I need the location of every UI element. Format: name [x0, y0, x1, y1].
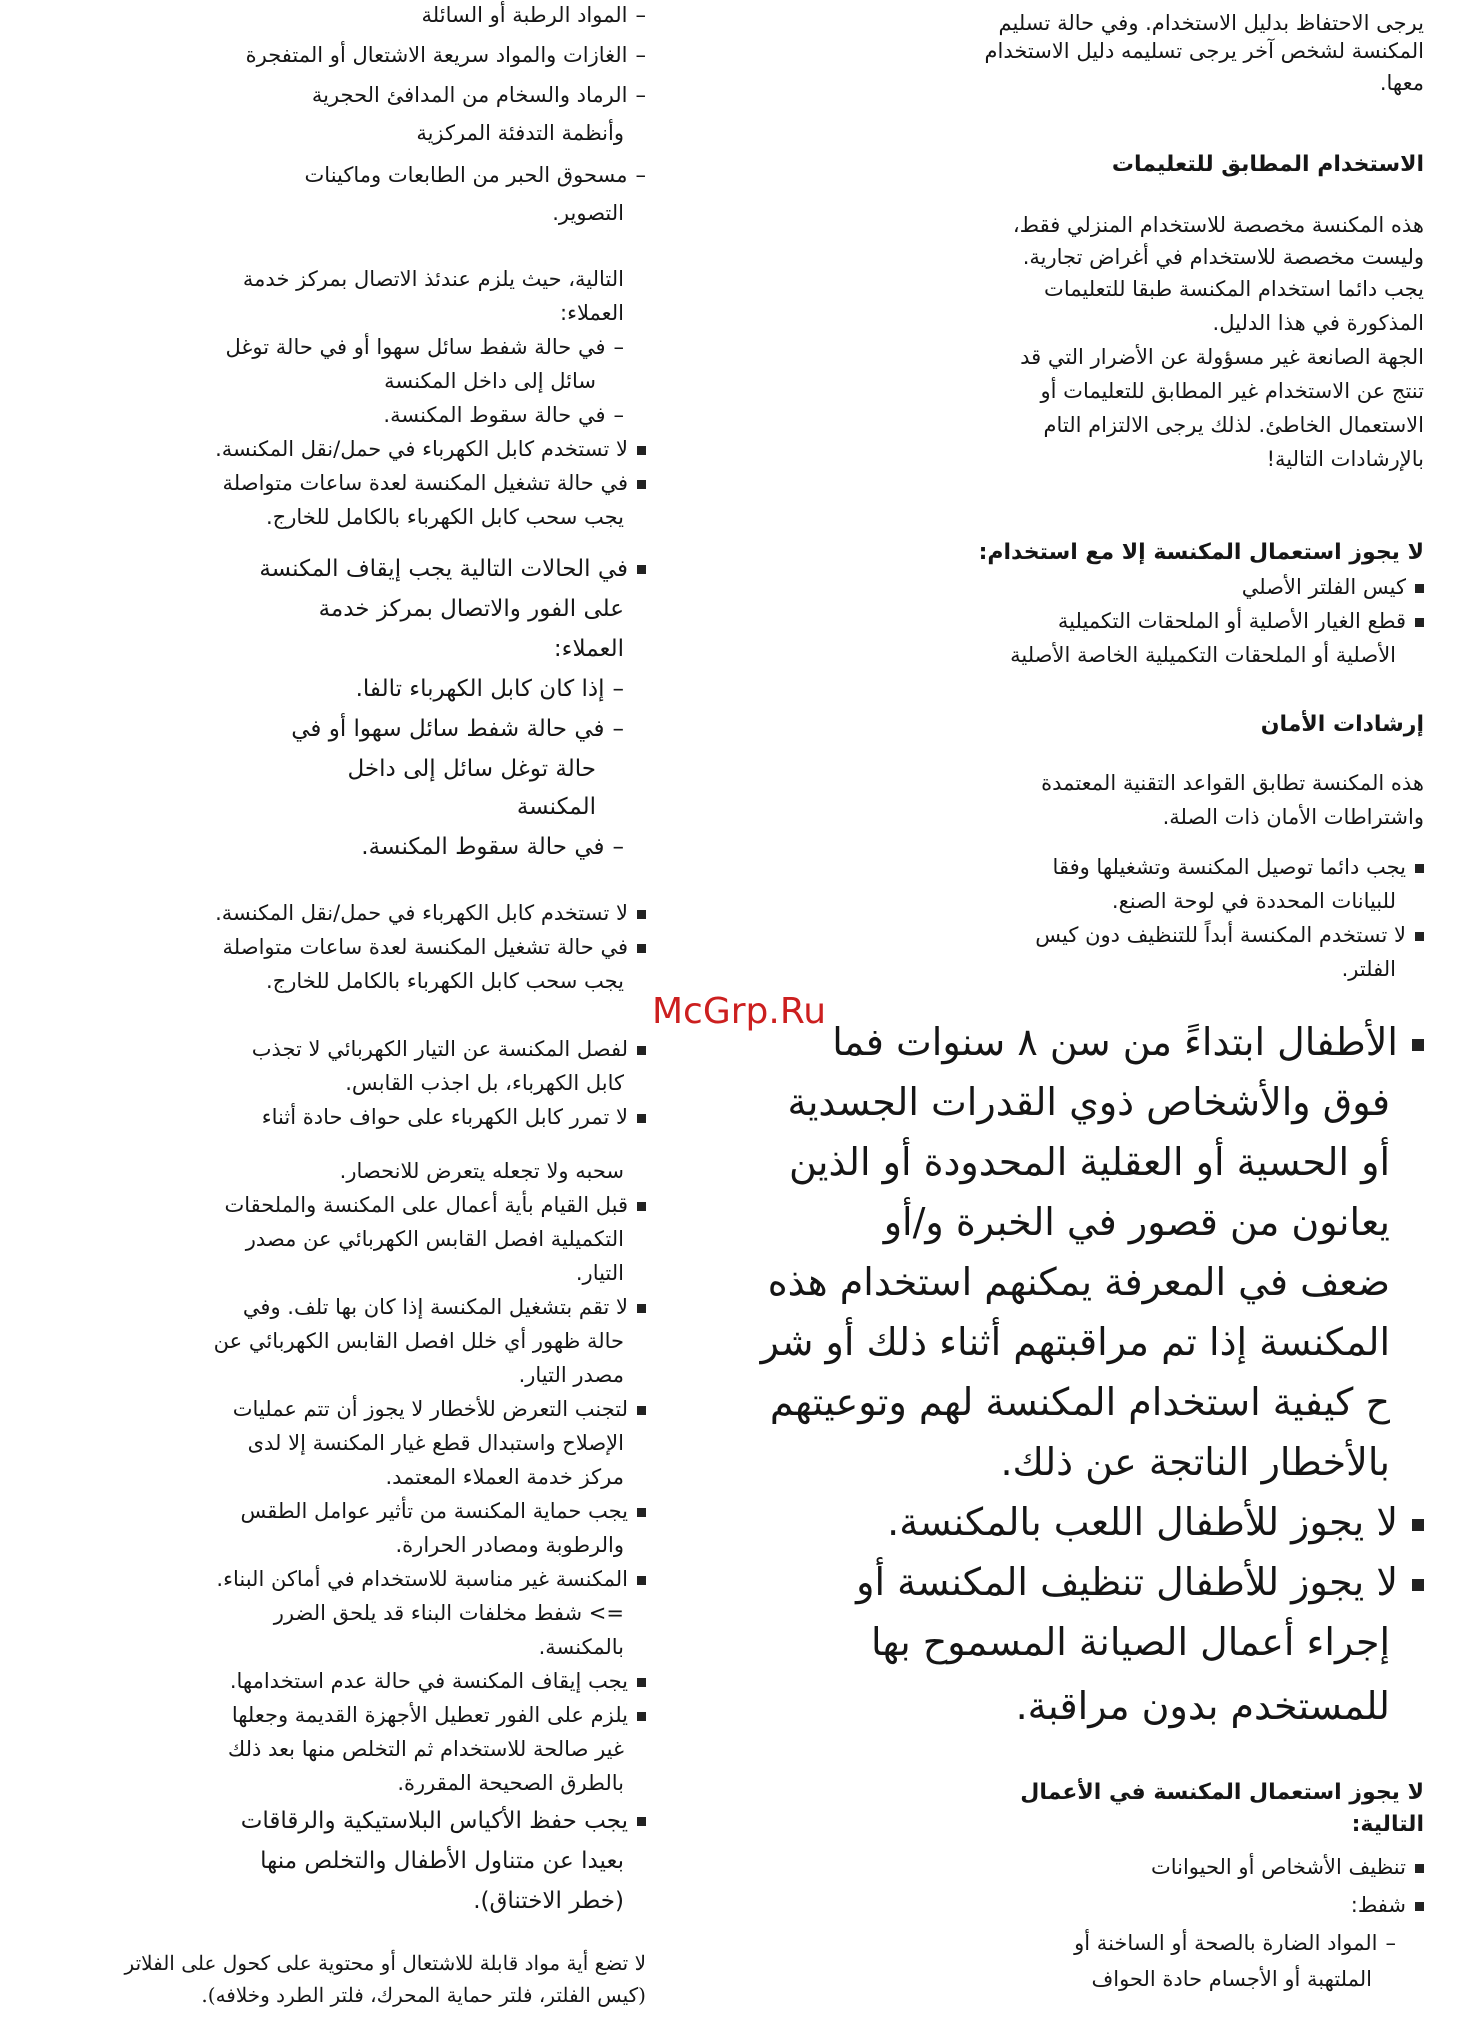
right-intro-3: معها.: [1379, 71, 1424, 95]
bullet-square-icon: [637, 1712, 646, 1721]
left-bullet-item: لا تقم بتشغيل المكنسة إذا كان بها تلف. وفي: [243, 1292, 646, 1322]
heading-not-for: لا يجوز استعمال المكنسة في الأعمال: [1020, 1780, 1424, 1805]
only-with-item: كيس الفلتر الأصلي: [1242, 572, 1424, 602]
left-dash-item: –الغازات والمواد سريعة الاشتعال أو المتفجرة: [246, 40, 646, 70]
left-bullet-item: في حالة تشغيل المكنسة لعدة ساعات متواصلة: [223, 468, 646, 498]
left-bullet-item: لا تستخدم كابل الكهرباء في حمل/نقل المكنسة.: [215, 434, 646, 464]
bullet-square-icon: [1415, 584, 1424, 593]
safety-item-cont: للبيانات المحددة في لوحة الصنع.: [1111, 889, 1396, 913]
heading-safety: إرشادات الأمان: [1260, 712, 1424, 737]
proper-use-7: الاستعمال الخاطئ. لذلك يرجى الالتزام التام: [1043, 413, 1424, 437]
children-line: الأطفال ابتداءً من سن ٨ سنوات فما: [832, 1016, 1424, 1068]
bullet-square-icon: [1412, 1579, 1424, 1591]
proper-use-5: الجهة الصانعة غير مسؤولة عن الأضرار التي قد: [1020, 345, 1424, 369]
bullet-square-icon: [1415, 864, 1424, 873]
left-bullet-item-cont: مركز خدمة العملاء المعتمد.: [385, 1465, 624, 1489]
left-bullet-item: يلزم على الفور تعطيل الأجهزة القديمة وجعلها: [232, 1700, 646, 1730]
bullet-square-icon: [637, 1114, 646, 1123]
left-bullet-item-cont: على الفور والاتصال بمركز خدمة: [318, 596, 624, 622]
bullet-square-icon: [637, 1406, 646, 1415]
heading-proper-use: الاستخدام المطابق للتعليمات: [1111, 152, 1424, 177]
left-bullet-item: قبل القيام بأية أعمال على المكنسة والملحقات: [224, 1190, 646, 1220]
proper-use-6: تنتج عن الاستخدام غير المطابق للتعليمات أو: [1040, 379, 1424, 403]
left-dash-item: –في حالة شفط سائل سهوا أو في حالة توغل: [226, 332, 624, 362]
bullet-square-icon: [1415, 1902, 1424, 1911]
safety-item: يجب دائما توصيل المكنسة وتشغيلها وفقا: [1053, 852, 1424, 882]
dash-marker: –: [613, 403, 624, 427]
proper-use-4: المذكورة في هذا الدليل.: [1212, 311, 1424, 335]
bullet-square-icon: [1415, 1864, 1424, 1873]
left-dash-item: –المواد الرطبة أو السائلة: [422, 0, 646, 30]
bullet-square-icon: [637, 1508, 646, 1517]
not-for-item: شفط:: [1351, 1890, 1424, 1920]
children-line: لا يجوز للأطفال تنظيف المكنسة أو: [856, 1556, 1424, 1608]
only-with-item-cont: الأصلية أو الملحقات التكميلية الخاصة الأصلية: [1010, 643, 1396, 667]
left-bullet-item-cont: بالطرق الصحيحة المقررة.: [397, 1771, 624, 1795]
watermark: McGrp.Ru: [652, 991, 827, 1032]
left-dash-item-cont: التصوير.: [552, 201, 624, 225]
left-dash-item-cont: المكنسة: [516, 794, 596, 820]
left-bullet-item-cont: بعيدا عن متناول الأطفال والتخلص منها: [260, 1848, 624, 1874]
left-text: العملاء:: [560, 301, 624, 325]
right-intro-1: يرجى الاحتفاظ بدليل الاستخدام. وفي حالة تسليم: [998, 11, 1424, 35]
left-bullet-item-cont: غير صالحة للاستخدام ثم التخلص منها بعد ذلك: [227, 1737, 624, 1761]
left-dash-item: –في حالة سقوط المكنسة.: [361, 834, 624, 860]
left-bullet-item: يجب إيقاف المكنسة في حالة عدم استخدامها.: [230, 1666, 646, 1696]
heading-only-with: لا يجوز استعمال المكنسة إلا مع استخدام:: [978, 540, 1424, 565]
dash-marker: –: [613, 335, 624, 359]
bullet-square-icon: [637, 910, 646, 919]
children-line: ضعف في المعرفة يمكنهم استخدام هذه: [767, 1260, 1390, 1304]
left-dash-item: –الرماد والسخام من المدافئ الحجرية: [312, 80, 646, 110]
left-bullet-item-cont: يجب سحب كابل الكهرباء بالكامل للخارج.: [266, 969, 624, 993]
bullet-square-icon: [637, 1202, 646, 1211]
left-bullet-item: في حالة تشغيل المكنسة لعدة ساعات متواصلة: [223, 932, 646, 962]
bullet-square-icon: [637, 944, 646, 953]
left-bullet-item: يجب حماية المكنسة من تأثير عوامل الطقس: [241, 1496, 646, 1526]
dash-marker: –: [635, 83, 646, 107]
bullet-square-icon: [1415, 618, 1424, 627]
bullet-square-icon: [637, 480, 646, 489]
bullet-square-icon: [637, 1304, 646, 1313]
left-bullet-item-cont: التكميلية افصل القابس الكهربائي عن مصدر: [245, 1227, 624, 1251]
children-line: فوق والأشخاص ذوي القدرات الجسدية: [787, 1080, 1390, 1124]
children-line: المكنسة إذا تم مراقبتهم أثناء ذلك أو شر: [760, 1320, 1390, 1364]
left-note: لا تضع أية مواد قابلة للاشتعال أو محتوية على كحول على الفلاتر: [124, 1951, 646, 1975]
left-bullet-item: يجب حفظ الأكياس البلاستيكية والرقاقات: [241, 1806, 646, 1836]
children-line: لا يجوز للأطفال اللعب بالمكنسة.: [887, 1496, 1424, 1548]
left-bullet-item: لتجنب التعرض للأخطار لا يجوز أن تتم عمليات: [233, 1394, 646, 1424]
left-bullet-item: لفصل المكنسة عن التيار الكهربائي لا تجذب: [252, 1034, 646, 1064]
dash-marker: –: [635, 3, 646, 27]
dash-marker: –: [612, 834, 624, 860]
children-line: أو الحسية أو العقلية المحدودة أو الذين: [788, 1140, 1390, 1184]
left-dash-item: –في حالة سقوط المكنسة.: [383, 400, 624, 430]
left-dash-item: –مسحوق الحبر من الطابعات وماكينات: [305, 160, 646, 190]
left-dash-item-cont: وأنظمة التدفئة المركزية: [416, 121, 624, 145]
children-line: ح كيفية استخدام المكنسة لهم وتوعيتهم: [769, 1380, 1390, 1424]
left-bullet-item: لا تمرر كابل الكهرباء على حواف حادة أثناء: [262, 1102, 646, 1132]
proper-use-1: هذه المكنسة مخصصة للاستخدام المنزلي فقط،: [1012, 213, 1424, 237]
left-bullet-item-cont: (خطر الاختناق).: [473, 1888, 624, 1914]
not-for-subitem: –المواد الضارة بالصحة أو الساخنة أو: [1074, 1928, 1396, 1958]
dash-marker: –: [612, 676, 624, 702]
bullet-square-icon: [1412, 1519, 1424, 1531]
bullet-square-icon: [637, 1678, 646, 1687]
left-bullet-item-cont: => شفط مخلفات البناء قد يلحق الضرر: [273, 1601, 624, 1625]
left-dash-item-cont: حالة توغل سائل إلى داخل: [347, 756, 596, 782]
bullet-square-icon: [637, 446, 646, 455]
left-bullet-item-cont: حالة ظهور أي خلل افصل القابس الكهربائي عن: [213, 1329, 624, 1353]
bullet-square-icon: [637, 1817, 646, 1826]
left-bullet-item-cont: التيار.: [575, 1261, 624, 1285]
left-bullet-item-cont: سحبه ولا تجعله يتعرض للانحصار.: [339, 1159, 624, 1183]
left-bullet-item: في الحالات التالية يجب إيقاف المكنسة: [259, 554, 646, 584]
dash-marker: –: [1385, 1931, 1396, 1955]
safety-intro-1: هذه المكنسة تطابق القواعد التقنية المعتمدة: [1041, 771, 1424, 795]
left-bullet-item-cont: كابل الكهرباء، بل اجذب القابس.: [345, 1071, 624, 1095]
right-intro-2: المكنسة لشخص آخر يرجى تسليمه دليل الاستخدام: [984, 39, 1424, 63]
proper-use-8: بالإرشادات التالية!: [1266, 447, 1424, 471]
bullet-square-icon: [637, 1576, 646, 1585]
left-bullet-item-cont: يجب سحب كابل الكهرباء بالكامل للخارج.: [266, 505, 624, 529]
heading-not-for-cont: التالية:: [1351, 1812, 1424, 1837]
left-note-cont: (كيس الفلتر، فلتر حماية المحرك، فلتر الطرد وخلافه).: [201, 1983, 646, 2007]
proper-use-2: وليست مخصصة للاستخدام في أغراض تجارية.: [1022, 245, 1424, 269]
safety-item-cont: الفلتر.: [1341, 957, 1396, 981]
left-text: التالية، حيث يلزم عندئذ الاتصال بمركز خدمة: [242, 267, 624, 291]
not-for-subitem-cont: الملتهبة أو الأجسام حادة الحواف: [1091, 1967, 1372, 1991]
safety-item: لا تستخدم المكنسة أبداً للتنظيف دون كيس: [1035, 920, 1424, 950]
left-dash-item: –إذا كان كابل الكهرباء تالفا.: [355, 676, 624, 702]
left-dash-item-cont: سائل إلى داخل المكنسة: [384, 369, 596, 393]
children-line: إجراء أعمال الصيانة المسموح بها: [870, 1620, 1390, 1664]
children-line: للمستخدم بدون مراقبة.: [1015, 1684, 1390, 1728]
safety-intro-2: واشتراطات الأمان ذات الصلة.: [1162, 805, 1424, 829]
left-bullet-item-cont: العملاء:: [553, 636, 624, 662]
left-bullet-item-cont: بالمكنسة.: [538, 1635, 624, 1659]
children-line: بالأخطار الناتجة عن ذلك.: [1000, 1440, 1390, 1484]
bullet-square-icon: [1415, 932, 1424, 941]
dash-marker: –: [635, 43, 646, 67]
left-bullet-item-cont: مصدر التيار.: [518, 1363, 624, 1387]
bullet-square-icon: [637, 1046, 646, 1055]
left-bullet-item-cont: والرطوبة ومصادر الحرارة.: [395, 1533, 624, 1557]
not-for-item: تنظيف الأشخاص أو الحيوانات: [1151, 1852, 1424, 1882]
bullet-square-icon: [1412, 1039, 1424, 1051]
left-dash-item: –في حالة شفط سائل سهوا أو في: [291, 716, 624, 742]
bullet-square-icon: [637, 565, 646, 574]
dash-marker: –: [612, 716, 624, 742]
left-bullet-item: لا تستخدم كابل الكهرباء في حمل/نقل المكنسة.: [215, 898, 646, 928]
left-bullet-item-cont: الإصلاح واستبدال قطع غيار المكنسة إلا لدى: [247, 1431, 624, 1455]
proper-use-3: يجب دائما استخدام المكنسة طبقا للتعليمات: [1044, 277, 1424, 301]
children-line: يعانون من قصور في الخبرة و/أو: [883, 1200, 1390, 1244]
left-bullet-item: المكنسة غير مناسبة للاستخدام في أماكن البناء.: [216, 1564, 646, 1594]
dash-marker: –: [635, 163, 646, 187]
only-with-item: قطع الغيار الأصلية أو الملحقات التكميلية: [1058, 606, 1424, 636]
